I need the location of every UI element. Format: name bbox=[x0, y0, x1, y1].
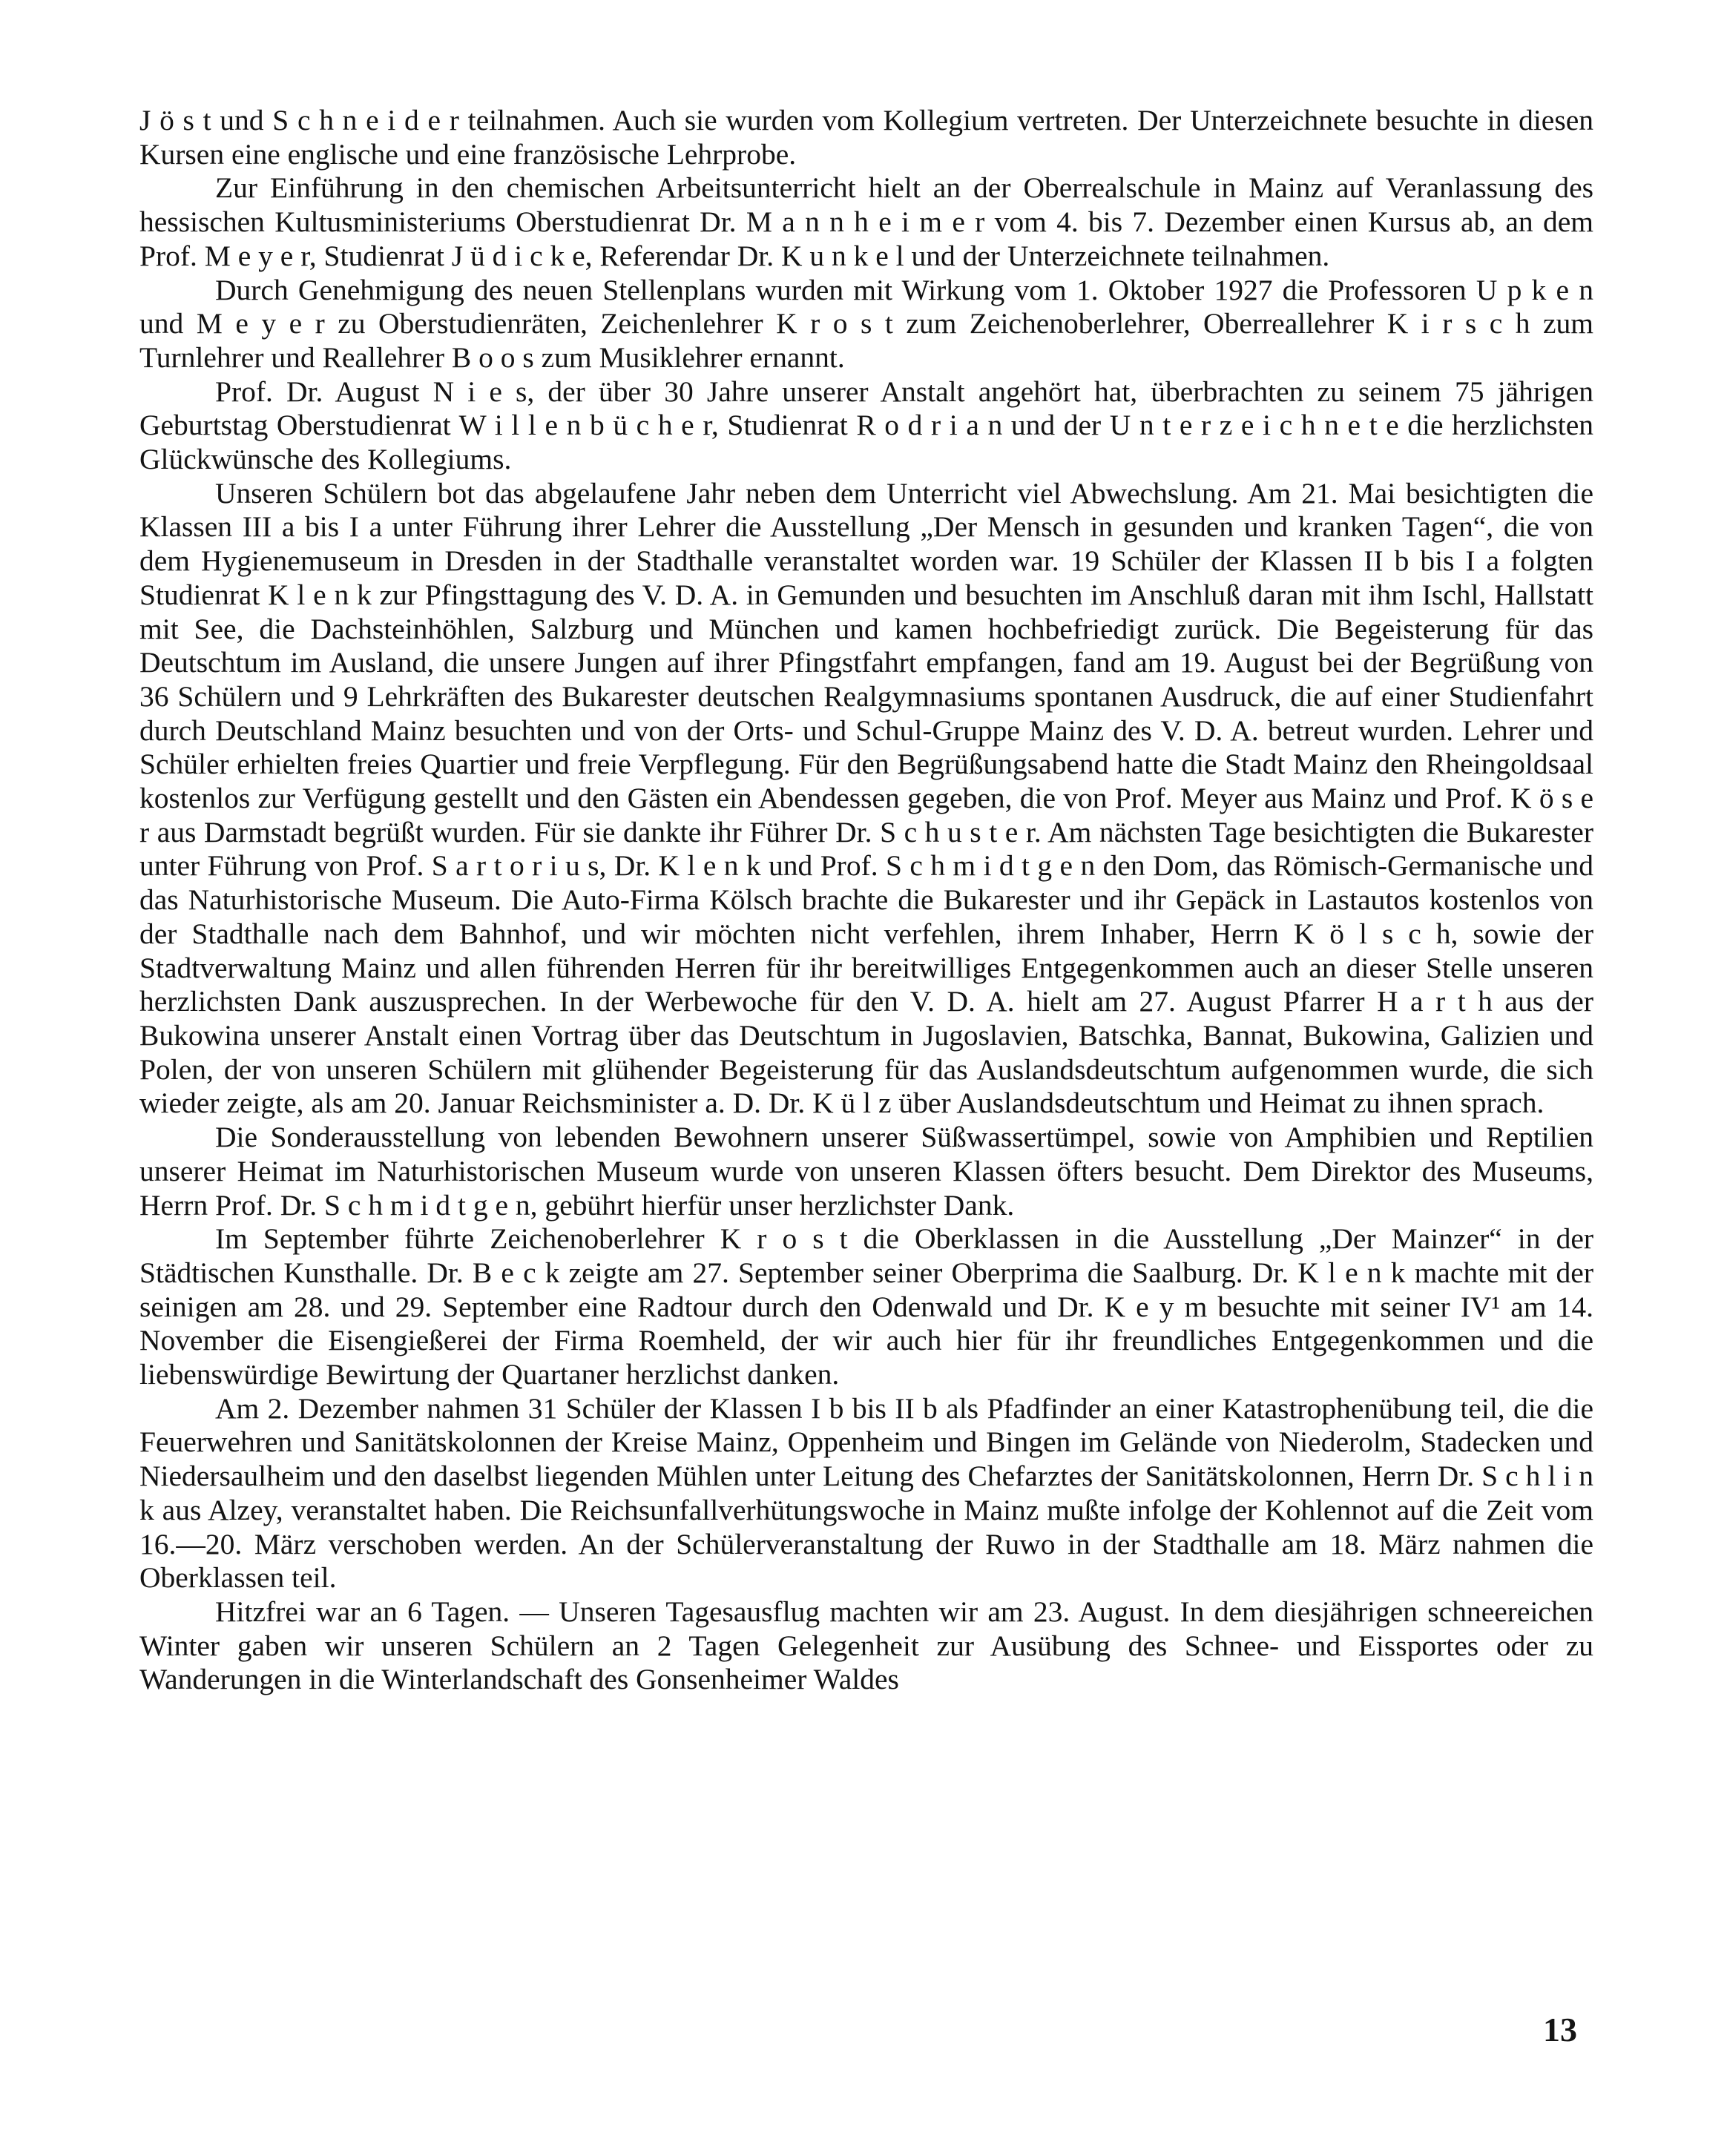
paragraph-disaster-exercise: Am 2. Dezember nahmen 31 Schüler der Klassen I b bis II b als Pfadfinder an einer Katastrophenübung teil, die die Feuerwehren und Sanitätskolonnen der Kreise Mainz, Oppenheim und Bingen im Gelände von Niederolm, Stadecken und Niedersaulheim und den daselbst liegenden Mühlen unter Leitung des Chefarztes der Sanitätskolonnen, Herrn Dr. S c h l i n k aus Alzey, veranstaltet haben. Die Reichsunfallverhütungswoche in Mainz mußte infolge der Kohlennot auf die Zeit vom 16.—20. März verschoben werden. An der Schülerveranstaltung der Ruwo in der Stadthalle am 18. März nahmen die Oberklassen teil. bbox=[139, 1391, 1593, 1595]
body-text bbox=[139, 104, 1593, 1697]
paragraph-staff-promotions: Durch Genehmigung des neuen Stellenplans wurden mit Wirkung vom 1. Oktober 1927 die Professoren U p k e n und M e y e r zu Oberstudienräten, Zeichenlehrer K r o s t zum Zeichenoberlehrer, Oberreallehrer K i r s c h zum Turnlehrer und Reallehrer B o o s zum Musiklehrer ernannt. bbox=[139, 273, 1593, 374]
page-number: 13 bbox=[1543, 2011, 1577, 2048]
paragraph-continuation: J ö s t und S c h n e i d e r teilnahmen. Auch sie wurden vom Kollegium vertreten. Der Unterzeichnete besuchte in diesen Kursen eine englische und eine französische Lehrprobe. bbox=[139, 104, 1593, 171]
paragraph-chemistry-course: Zur Einführung in den chemischen Arbeitsunterricht hielt an der Oberrealschule in Mainz auf Veranlassung des hessischen Kultusministeriums Oberstudienrat Dr. M a n n h e i m e r vom 4. bis 7. Dezember einen Kursus ab, an dem Prof. M e y e r, Studienrat J ü d i c k e, Referendar Dr. K u n k e l und der Unterzeichnete teilnahmen. bbox=[139, 171, 1593, 272]
paragraph-heat-holidays: Hitzfrei war an 6 Tagen. — Unseren Tagesausflug machten wir am 23. August. In dem diesjährigen schneereichen Winter gaben wir unseren Schülern an 2 Tagen Gelegenheit zur Ausübung des Schnee- und Eissportes oder zu Wanderungen in die Winterlandschaft des Gonsenheimer Waldes bbox=[139, 1595, 1593, 1696]
paragraph-excursions: Unseren Schülern bot das abgelaufene Jahr neben dem Unterricht viel Abwechslung. Am 21. Mai besichtigten die Klassen III a bis I a unter Führung ihrer Lehrer die Ausstellung „Der Mensch in gesunden und kranken Tagen“, die von dem Hygienemuseum in Dresden in der Stadthalle veranstaltet worden war. 19 Schüler der Klassen II b bis I a folgten Studienrat K l e n k zur Pfingsttagung des V. D. A. in Gemunden und besuchten im Anschluß daran mit ihm Ischl, Hallstatt mit See, die Dachsteinhöhlen, Salzburg und München und kamen hochbefriedigt zurück. Die Begeisterung für das Deutschtum im Ausland, die unsere Jungen auf ihrer Pfingstfahrt empfangen, fand am 19. August bei der Begrüßung von 36 Schülern und 9 Lehrkräften des Bukarester deutschen Realgymnasiums spontanen Ausdruck, die auf einer Studienfahrt durch Deutschland Mainz besuchten und von der Orts- und Schul-Gruppe Mainz des V. D. A. betreut wurden. Lehrer und Schüler erhielten freies Quartier und freie Verpflegung. Für den Begrüßungsabend hatte die Stadt Mainz den Rheingoldsaal kostenlos zur Verfügung gestellt und den Gästen ein Abendessen gegeben, die von Prof. Meyer aus Mainz und Prof. K ö s e r aus Darmstadt begrüßt wurden. Für sie dankte ihr Führer Dr. S c h u s t e r. Am nächsten Tage besichtigten die Bukarester unter Führung von Prof. S a r t o r i u s, Dr. K l e n k und Prof. S c h m i d t g e n den Dom, das Römisch-Germanische und das Naturhistorische Museum. Die Auto-Firma Kölsch brachte die Bukarester und ihr Gepäck in Lastautos kostenlos von der Stadthalle nach dem Bahnhof, und wir möchten nicht verfehlen, ihrem Inhaber, Herrn K ö l s c h, sowie der Stadtverwaltung Mainz und allen führenden Herren für ihr bereitwilliges Entgegenkommen auch an dieser Stelle unseren herzlichsten Dank auszusprechen. In der Werbewoche für den V. D. A. hielt am 27. August Pfarrer H a r t h aus der Bukowina unserer Anstalt einen Vortrag über das Deutschtum in Jugoslavien, Batschka, Bannat, Bukowina, Galizien und Polen, der von unseren Schülern mit glühender Begeisterung für das Auslandsdeutschtum aufgenommen wurde, die sich wieder zeigte, als am 20. Januar Reichsminister a. D. Dr. K ü l z über Auslandsdeutschtum und Heimat zu ihnen sprach. bbox=[139, 476, 1593, 1120]
paragraph-special-exhibition: Die Sonderausstellung von lebenden Bewohnern unserer Süßwassertümpel, sowie von Amphibien und Reptilien unserer Heimat im Naturhistorischen Museum wurde von unseren Klassen öfters besucht. Dem Direktor des Museums, Herrn Prof. Dr. S c h m i d t g e n, gebührt hierfür unser herzlichster Dank. bbox=[139, 1121, 1593, 1222]
paragraph-september-trips: Im September führte Zeichenoberlehrer K r o s t die Oberklassen in die Ausstellung „Der Mainzer“ in der Städtischen Kunsthalle. Dr. B e c k zeigte am 27. September seiner Oberprima die Saalburg. Dr. K l e n k machte mit der seinigen am 28. und 29. September eine Radtour durch den Odenwald und Dr. K e y m besuchte mit seiner IV¹ am 14. November die Eisengießerei der Firma Roemheld, der wir auch hier für ihr freundliches Entgegenkommen und die liebenswürdige Bewirtung der Quartaner herzlichst danken. bbox=[139, 1222, 1593, 1391]
paragraph-birthday-greetings: Prof. Dr. August N i e s, der über 30 Jahre unserer Anstalt angehört hat, überbrachten zu seinem 75 jährigen Geburtstag Oberstudienrat W i l l e n b ü c h e r, Studienrat R o d r i a n und der U n t e r z e i c h n e t e die herzlichsten Glückwünsche des Kollegiums. bbox=[139, 375, 1593, 476]
